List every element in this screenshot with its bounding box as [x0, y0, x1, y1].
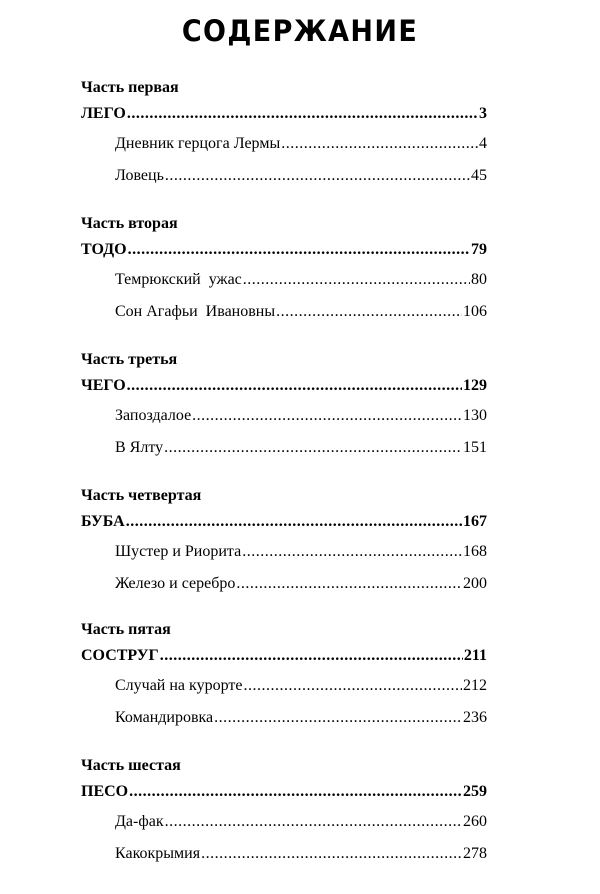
toc-entry-chapter[interactable]	[115, 270, 487, 290]
entry-title: Темрюкский ужас	[115, 271, 242, 288]
page-number: 129	[463, 377, 487, 394]
entry-title: Да-фак	[115, 813, 164, 830]
toc-entry-main[interactable]	[81, 104, 487, 124]
dot-leader	[165, 812, 462, 832]
page-number: 168	[463, 543, 487, 560]
toc-entry-chapter[interactable]	[115, 812, 487, 832]
toc-entry-chapter[interactable]	[115, 302, 487, 322]
entry-title: БУБА	[81, 513, 125, 530]
dot-leader	[242, 542, 462, 562]
toc-entry-main[interactable]	[81, 512, 487, 532]
part-label: Часть пятая	[81, 621, 171, 638]
page-number: 151	[463, 439, 487, 456]
page-number: 3	[479, 105, 487, 122]
dot-leader	[243, 270, 470, 290]
page-number: 236	[463, 709, 487, 726]
page-number: 106	[463, 303, 487, 320]
page-number: 200	[463, 575, 487, 592]
page-number: 278	[463, 845, 487, 862]
dot-leader	[128, 240, 470, 260]
dot-leader	[164, 438, 462, 458]
page-number: 211	[463, 647, 487, 664]
entry-title: Случай на курорте	[115, 677, 243, 694]
dot-leader	[127, 104, 478, 124]
dot-leader	[236, 574, 462, 594]
entry-title: Запоздалое	[115, 407, 192, 424]
entry-title: Какокрымия	[115, 845, 201, 862]
entry-title: Ловець	[115, 167, 164, 184]
page-number: 79	[471, 241, 487, 258]
entry-title: Шустер и Риорита	[115, 543, 242, 560]
part-label: Часть третья	[81, 351, 178, 368]
entry-title: ПЕСО	[81, 783, 129, 800]
entry-title: Командировка	[115, 709, 214, 726]
toc-entry-chapter[interactable]	[115, 574, 487, 594]
dot-leader	[281, 134, 478, 154]
dot-leader	[126, 512, 462, 532]
dot-leader	[243, 676, 462, 696]
entry-title: Железо и серебро	[115, 575, 236, 592]
toc-entry-main[interactable]	[81, 376, 487, 396]
part-label: Часть первая	[81, 79, 179, 96]
page-number: 212	[463, 677, 487, 694]
entry-title: ЛЕГО	[81, 105, 126, 122]
part-label: Часть вторая	[81, 215, 178, 232]
page-number: 260	[463, 813, 487, 830]
part-label: Часть четвертая	[81, 487, 202, 504]
toc-entry-main[interactable]	[81, 240, 487, 260]
entry-title: ТОДО	[81, 241, 127, 258]
dot-leader	[160, 646, 463, 666]
dot-leader	[201, 844, 462, 864]
dot-leader	[214, 708, 462, 728]
toc-entry-chapter[interactable]	[115, 844, 487, 864]
page-number: 167	[463, 513, 487, 530]
toc-entry-chapter[interactable]	[115, 676, 487, 696]
toc-entry-chapter[interactable]	[115, 708, 487, 728]
toc-entry-chapter[interactable]	[115, 166, 487, 186]
dot-leader	[192, 406, 462, 426]
toc-entry-chapter[interactable]	[115, 406, 487, 426]
page-title: СОДЕРЖАНИЕ	[181, 14, 419, 48]
dot-leader	[127, 376, 462, 396]
toc-entry-chapter[interactable]	[115, 438, 487, 458]
toc-entry-main[interactable]	[81, 782, 487, 802]
page-number: 45	[471, 167, 487, 184]
entry-title: Дневник герцога Лермы	[115, 135, 281, 152]
dot-leader	[276, 302, 462, 322]
dot-leader	[129, 782, 462, 802]
page-number: 80	[471, 271, 487, 288]
entry-title: ЧЕГО	[81, 377, 126, 394]
toc-entry-chapter[interactable]	[115, 542, 487, 562]
page-number: 259	[463, 783, 487, 800]
dot-leader	[165, 166, 470, 186]
page-number: 130	[463, 407, 487, 424]
entry-title: В Ялту	[115, 439, 164, 456]
part-label: Часть шестая	[81, 757, 181, 774]
entry-title: СОСТРУГ	[81, 647, 159, 664]
toc-entry-main[interactable]	[81, 646, 487, 666]
entry-title: Сон Агафьи Ивановны	[115, 303, 276, 320]
toc-entry-chapter[interactable]	[115, 134, 487, 154]
page-number: 4	[479, 135, 487, 152]
